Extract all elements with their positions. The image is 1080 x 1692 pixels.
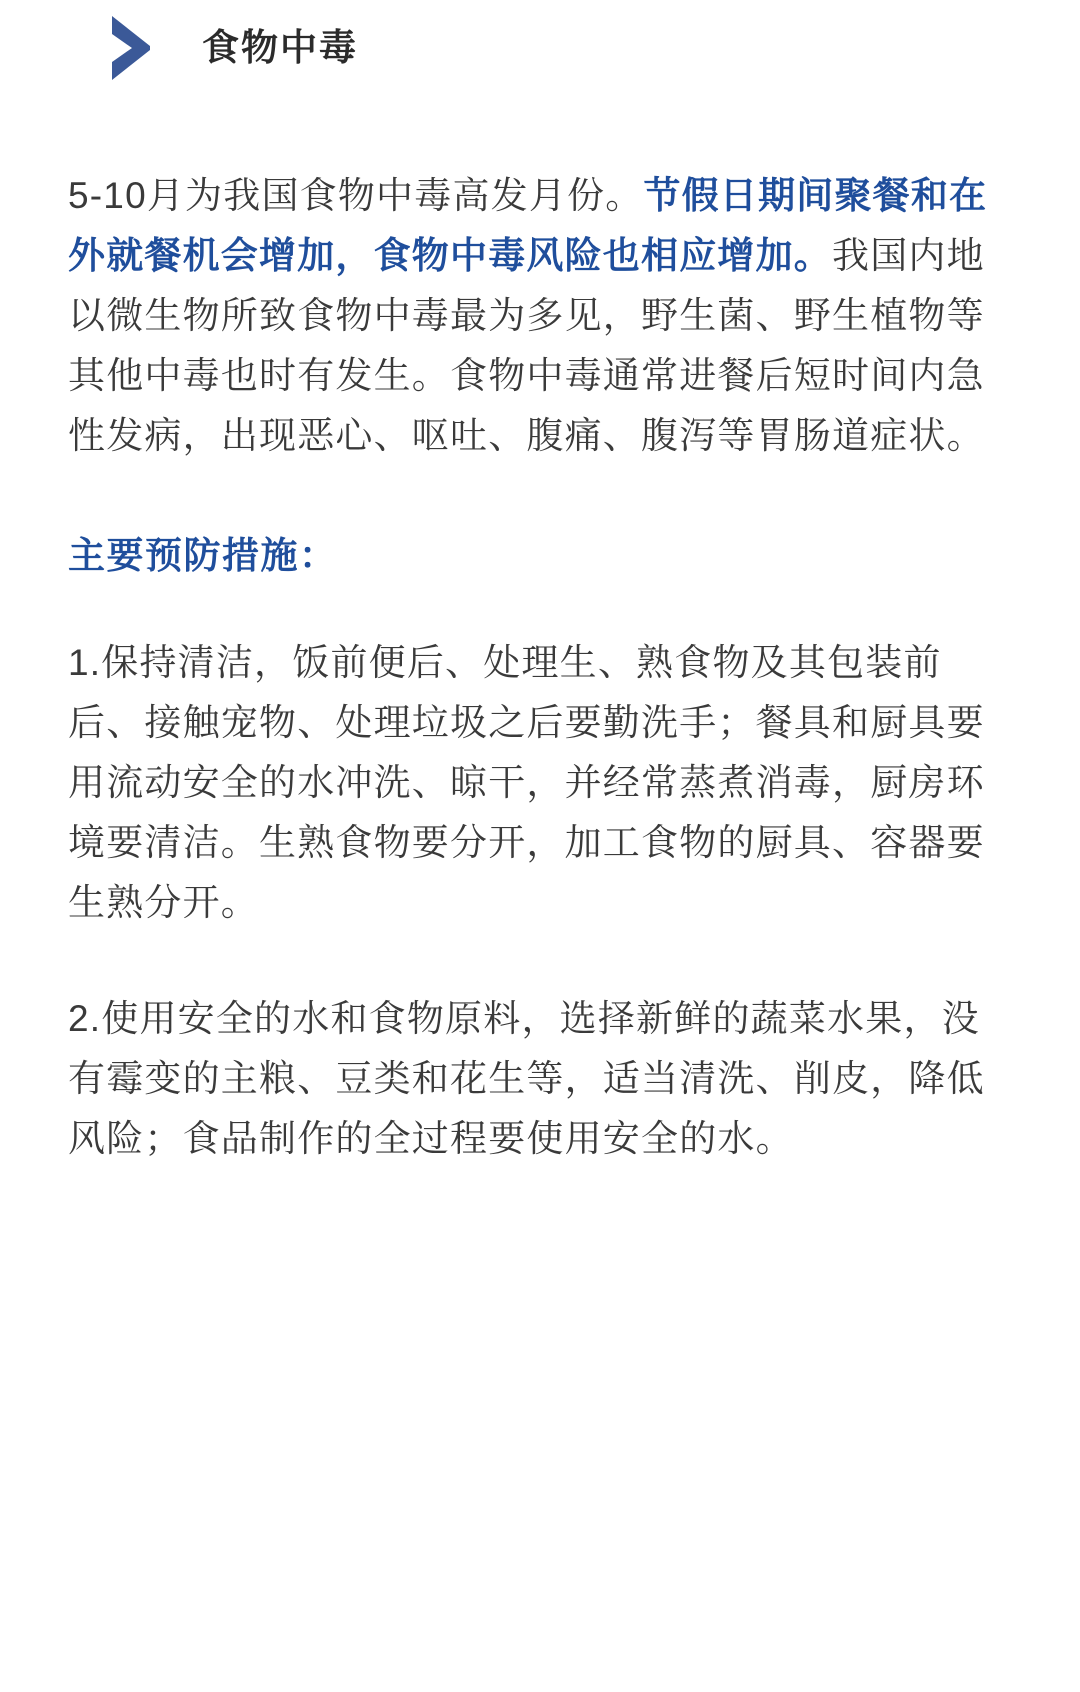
chevron-right-icon [68, 12, 202, 84]
measure-item: 1.保持清洁，饭前便后、处理生、熟食物及其包装前后、接触宠物、处理垃圾之后要勤洗手；餐具和厨具要用流动安全的水冲洗、晾干，并经常蒸煮消毒，厨房环境要清洁。生熟食物要分开，加工食物的厨具、容器要生熟分开。 [68, 642, 985, 923]
prevention-subheading: 主要预防措施： [68, 534, 338, 576]
intro-highlight-text: 节假日期间聚餐和在外就餐机会增加，食物中毒风险也相应增加。 [68, 175, 988, 276]
intro-paragraph [68, 166, 1012, 466]
intro-lead-text: 5-10月为我国食物中毒高发月份。 [68, 175, 644, 216]
spacer [68, 466, 1012, 528]
article-body [68, 166, 1012, 1169]
measure-item: 2.使用安全的水和食物原料，选择新鲜的蔬菜水果，没有霉变的主粮、豆类和花生等，适当清洗、削皮，降低风险；食品制作的全过程要使用安全的水。 [68, 997, 985, 1159]
intro-rest-text: 我国内地以微生物所致食物中毒最为多见，野生菌、野生植物等其他中毒也时有发生。食物中毒通常进餐后短时间内急性发病，出现恶心、呕吐、腹痛、腹泻等胃肠道症状。 [68, 234, 985, 456]
spacer [68, 583, 1012, 633]
section-header [68, 0, 1012, 94]
page-title: 食物中毒 [202, 26, 358, 68]
